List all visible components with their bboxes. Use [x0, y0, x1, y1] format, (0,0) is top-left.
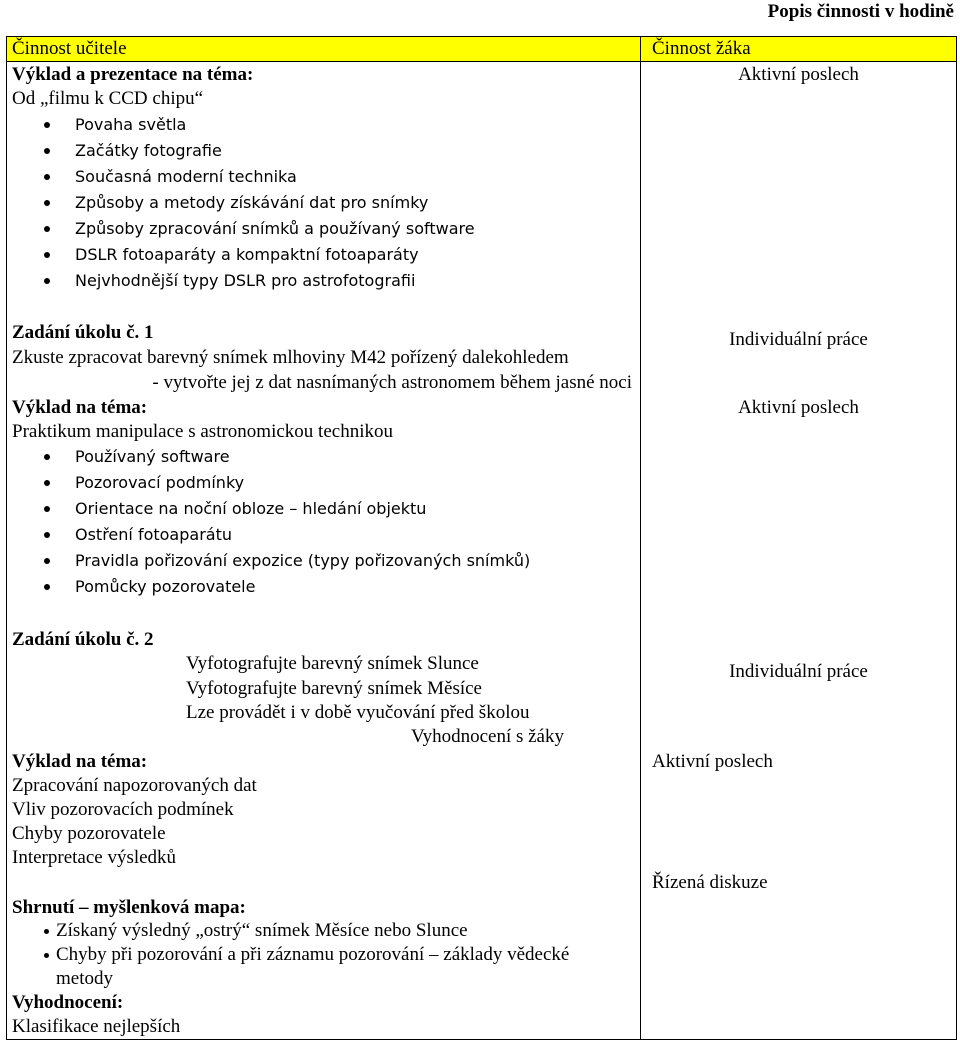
summary-bullet2-continuation: metody [56, 968, 113, 989]
section3-line: Chyby pozorovatele [12, 823, 166, 844]
evaluation-heading: Vyhodnocení: [12, 992, 124, 1013]
list-item: Současná moderní technika [0, 164, 475, 190]
task2-heading: Zadání úkolu č. 2 [12, 629, 154, 650]
section1-bullet-list [0, 112, 475, 294]
task2-line: Lze provádět i v době vyučování před školou [186, 702, 530, 723]
list-item: Chyby při pozorování a při záznamu pozorování – základy vědecké [0, 943, 569, 967]
student-activity: Individuální práce [729, 661, 868, 682]
list-item: Orientace na noční obloze – hledání objektu [0, 496, 530, 522]
list-item: Nejvhodnější typy DSLR pro astrofotografii [0, 268, 475, 294]
list-item: Povaha světla [0, 112, 475, 138]
list-item: Začátky fotografie [0, 138, 475, 164]
student-activity: Individuální práce [729, 329, 868, 350]
task2-line: Vyfotografujte barevný snímek Měsíce [186, 678, 482, 699]
list-item: Získaný výsledný „ostrý“ snímek Měsíce nebo Slunce [0, 919, 569, 943]
list-item: Používaný software [0, 444, 530, 470]
table-header-row [7, 37, 956, 61]
section3-line: Vliv pozorovacích podmínek [12, 799, 234, 820]
task1-line1: Zkuste zpracovat barevný snímek mlhoviny M42 pořízený dalekohledem [12, 347, 569, 368]
student-activity: Aktivní poslech [738, 64, 859, 85]
student-column-header: Činnost žáka [652, 38, 751, 59]
section3-heading: Výklad na téma: [12, 751, 148, 772]
summary-bullet-list [0, 919, 569, 967]
student-activity: Řízená diskuze [652, 872, 768, 893]
list-item: Ostření fotoaparátu [0, 522, 530, 548]
task1-line2: - vytvořte jej z dat nasnímaných astronomem během jasné noci [152, 372, 632, 393]
header-divider [7, 61, 956, 62]
list-item: DSLR fotoaparáty a kompaktní fotoaparáty [0, 242, 475, 268]
column-divider [640, 36, 641, 1040]
section3-line: Interpretace výsledků [12, 847, 177, 868]
list-item: Pozorovací podmínky [0, 470, 530, 496]
student-activity: Aktivní poslech [738, 397, 859, 418]
task2-line: Vyfotografujte barevný snímek Slunce [186, 653, 479, 674]
list-item: Pomůcky pozorovatele [0, 574, 530, 600]
section2-subtitle: Praktikum manipulace s astronomickou technikou [12, 421, 393, 442]
list-item: Způsoby a metody získávání dat pro snímky [0, 190, 475, 216]
student-activity: Aktivní poslech [652, 751, 773, 772]
summary-heading: Shrnutí – myšlenková mapa: [12, 897, 246, 918]
section1-heading: Výklad a prezentace na téma: [12, 64, 254, 85]
task2-evaluation: Vyhodnocení s žáky [410, 726, 564, 747]
section2-bullet-list [0, 444, 530, 600]
page-title: Popis činnosti v hodině [767, 1, 954, 22]
teacher-column-header: Činnost učitele [12, 38, 127, 59]
evaluation-text: Klasifikace nejlepších [12, 1016, 181, 1037]
list-item: Způsoby zpracování snímků a používaný software [0, 216, 475, 242]
section3-line: Zpracování napozorovaných dat [12, 775, 257, 796]
section1-subtitle: Od „filmu k CCD chipu“ [12, 88, 204, 109]
section2-heading: Výklad na téma: [12, 397, 148, 418]
list-item: Pravidla pořizování expozice (typy pořizovaných snímků) [0, 548, 530, 574]
task1-heading: Zadání úkolu č. 1 [12, 322, 154, 343]
